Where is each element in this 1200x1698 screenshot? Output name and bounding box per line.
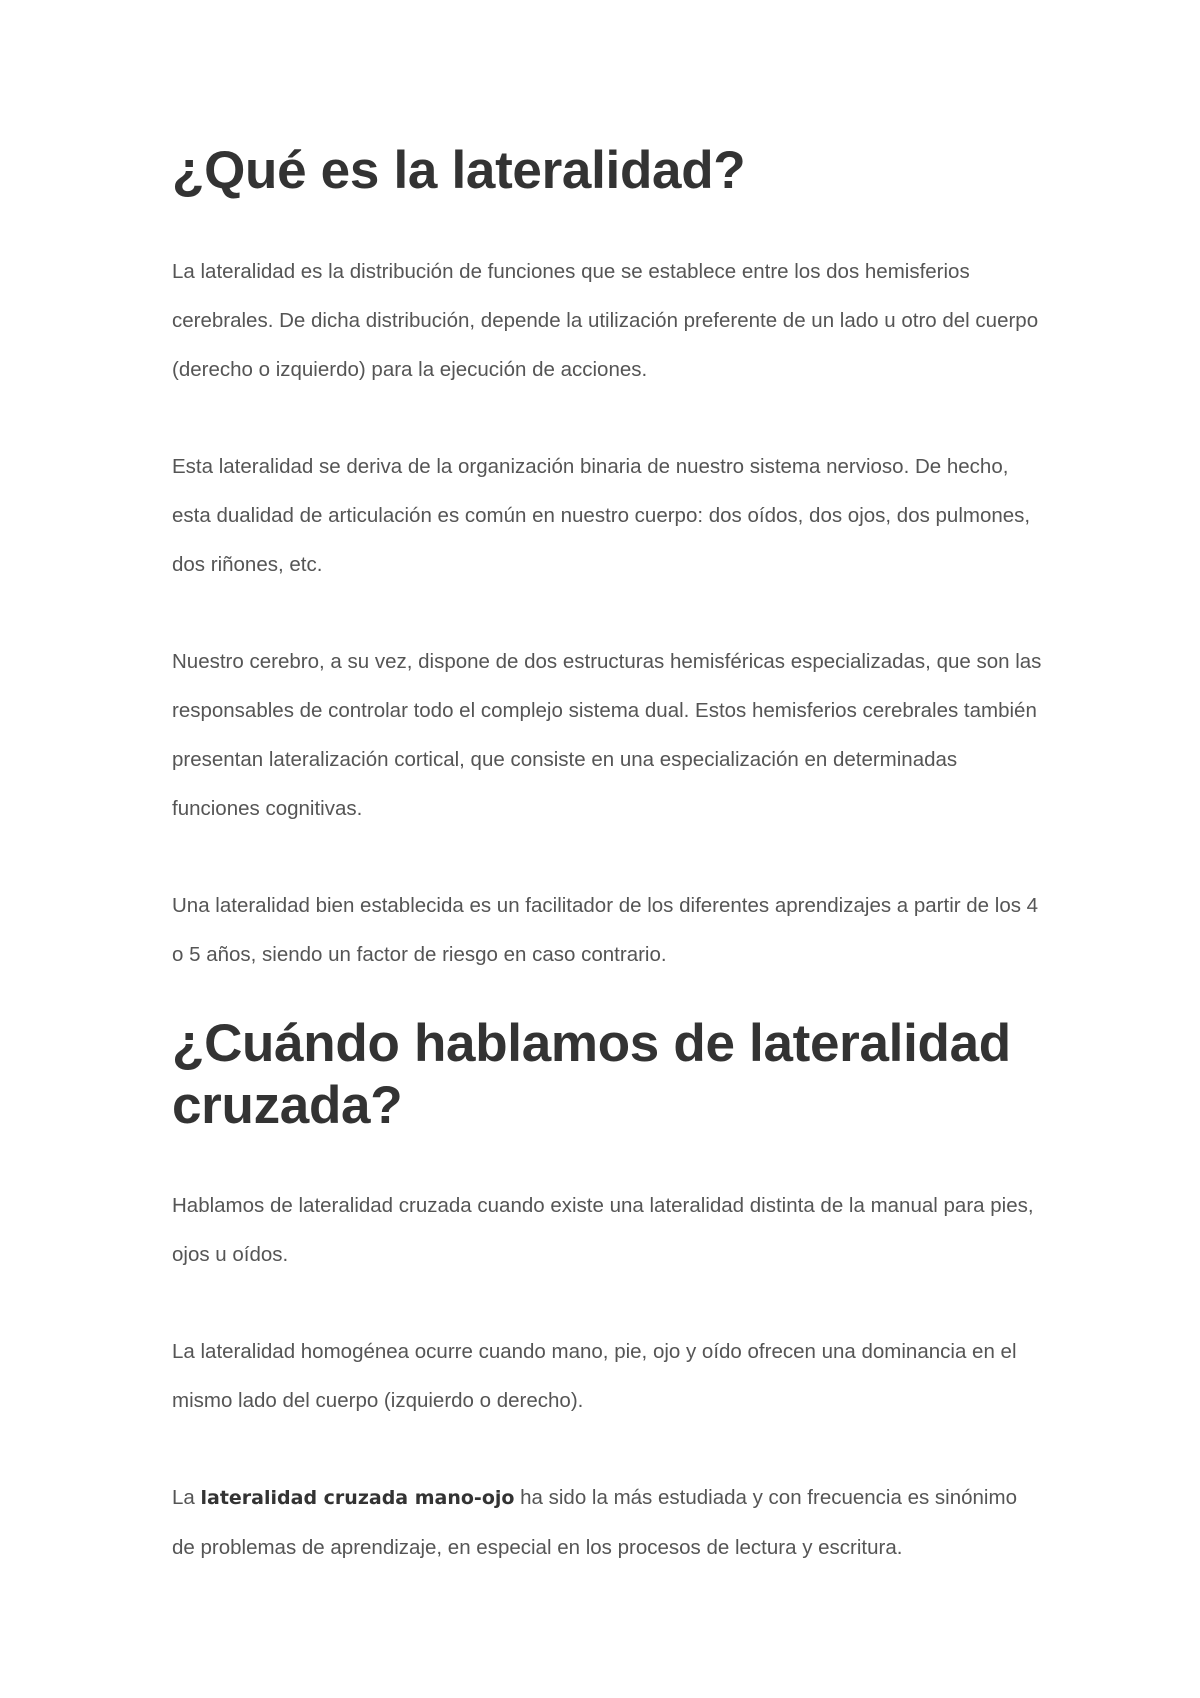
- text-after: ha sido la más estudiada y con frecuencia es sinónimo de problemas de aprendizaje, en especial en los procesos de lectura y escritura.: [172, 1486, 1017, 1559]
- paragraph: La lateralidad es la distribución de funciones que se establece entre los dos hemisferios cerebrales. De dicha distribución, depende la utilización preferente de un lado u otro del cuerpo (derecho o izquierdo) para la ejecución de acciones.: [172, 260, 1039, 381]
- paragraph-mano-ojo: [172, 1473, 1042, 1572]
- heading-que-es-lateralidad: ¿Qué es la lateralidad?: [172, 141, 746, 200]
- paragraph: Esta lateralidad se deriva de la organización binaria de nuestro sistema nervioso. De hecho, esta dualidad de articulación es común en nuestro cuerpo: dos oídos, dos ojos, dos pulmones, dos riñones, etc.: [172, 455, 1031, 576]
- paragraph: Nuestro cerebro, a su vez, dispone de dos estructuras hemisféricas especializadas, que son las responsables de controlar todo el complejo sistema dual. Estos hemisferios cerebrales también presentan lateralización cortical, que consiste en una especialización en determinadas funciones cognitivas.: [172, 650, 1042, 820]
- heading-lateralidad-cruzada: ¿Cuándo hablamos de lateralidad cruzada?: [172, 1014, 1011, 1135]
- text-before: La: [172, 1486, 201, 1509]
- bold-term: lateralidad cruzada mano-ojo: [200, 1487, 515, 1509]
- paragraph: Hablamos de lateralidad cruzada cuando existe una lateralidad distinta de la manual para pies, ojos u oídos.: [172, 1194, 1034, 1266]
- paragraph: La lateralidad homogénea ocurre cuando mano, pie, ojo y oído ofrecen una dominancia en el mismo lado del cuerpo (izquierdo o derecho).: [172, 1340, 1017, 1412]
- document-page: [172, 140, 1042, 1572]
- paragraph: Una lateralidad bien establecida es un facilitador de los diferentes aprendizajes a partir de los 4 o 5 años, siendo un factor de riesgo en caso contrario.: [172, 894, 1039, 966]
